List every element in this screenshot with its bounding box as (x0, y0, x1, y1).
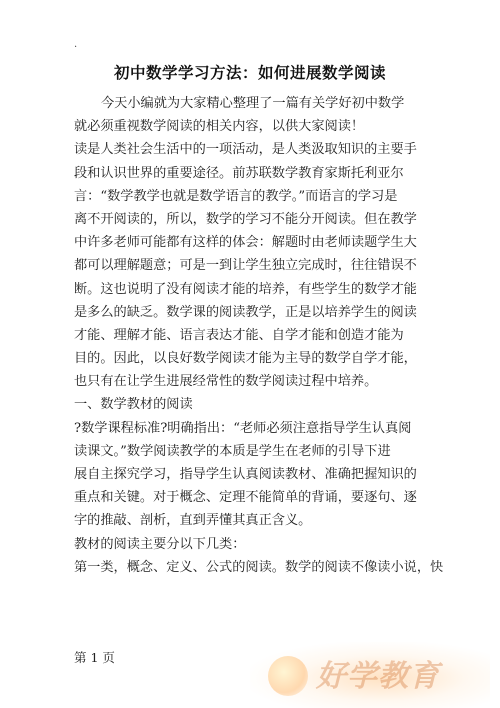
page-number: 第 1 页 (74, 650, 115, 665)
text-line: 第一类，概念、定义、公式的阅读。数学的阅读不像读小说，快 (74, 559, 444, 575)
text-line: 段和认识世界的重要途径。前苏联数学教育家斯托利亚尔 (74, 165, 404, 181)
text-line: 目的。因此，以良好数学阅读才能为主导的数学自学才能， (74, 351, 417, 367)
text-line: 都可以理解题意；可是一到让学生独立完成时，往往错误不 (74, 258, 417, 274)
text-line: 展自主探究学习，指导学生认真阅读教材、准确把握知识的 (74, 467, 417, 482)
text-line: 读课文。”数学阅读教学的本质是学生在老师的引导下进 (74, 443, 391, 459)
text-line: 才能、理解才能、语言表达才能、自学才能和创造才能为 (74, 327, 404, 343)
watermark-logo (250, 642, 490, 708)
text-line: ?数学课程标准?明确指出：“老师必须注意指导学生认真阅 (74, 420, 412, 436)
text-line: 是多么的缺乏。数学课的阅读教学，正是以培养学生的阅读 (74, 304, 417, 320)
text-line: 重点和关键。对于概念、定理不能简单的背诵，要逐句、逐 (74, 490, 417, 506)
text-line: 字的推敲、剖析，直到弄懂其真正含义。 (74, 513, 312, 529)
section-heading: 一、数学教材的阅读 (74, 397, 193, 413)
text-line: 今天小编就为大家精心整理了一篇有关学好初中数学 (101, 96, 405, 111)
document-body (74, 92, 444, 579)
text-line: 就必须重视数学阅读的相关内容，以供大家阅读！ (74, 119, 365, 135)
text-line: 断。这也说明了没有阅读才能的培养，有些学生的数学才能 (74, 281, 417, 297)
text-line: 读是人类社会生活中的一项活动，是人类汲取知识的主要手 (74, 142, 417, 158)
watermark-text: 好学教育 (316, 659, 440, 694)
watermark-icon (268, 656, 308, 696)
text-line: 教材的阅读主要分以下几类： (74, 536, 246, 552)
text-line: 也只有在让学生进展经常性的数学阅读过程中培养。 (74, 374, 378, 390)
text-line: 中许多老师可能都有这样的体会：解题时由老师读题学生大 (74, 235, 417, 251)
document-title: 初中数学学习方法：如何进展数学阅读 (113, 63, 386, 82)
top-mark: . (74, 39, 78, 50)
text-line: 离不开阅读的，所以，数学的学习不能分开阅读。但在教学 (74, 211, 417, 227)
text-line: 言：“数学教学也就是数学语言的教学。”而语言的学习是 (74, 188, 398, 204)
